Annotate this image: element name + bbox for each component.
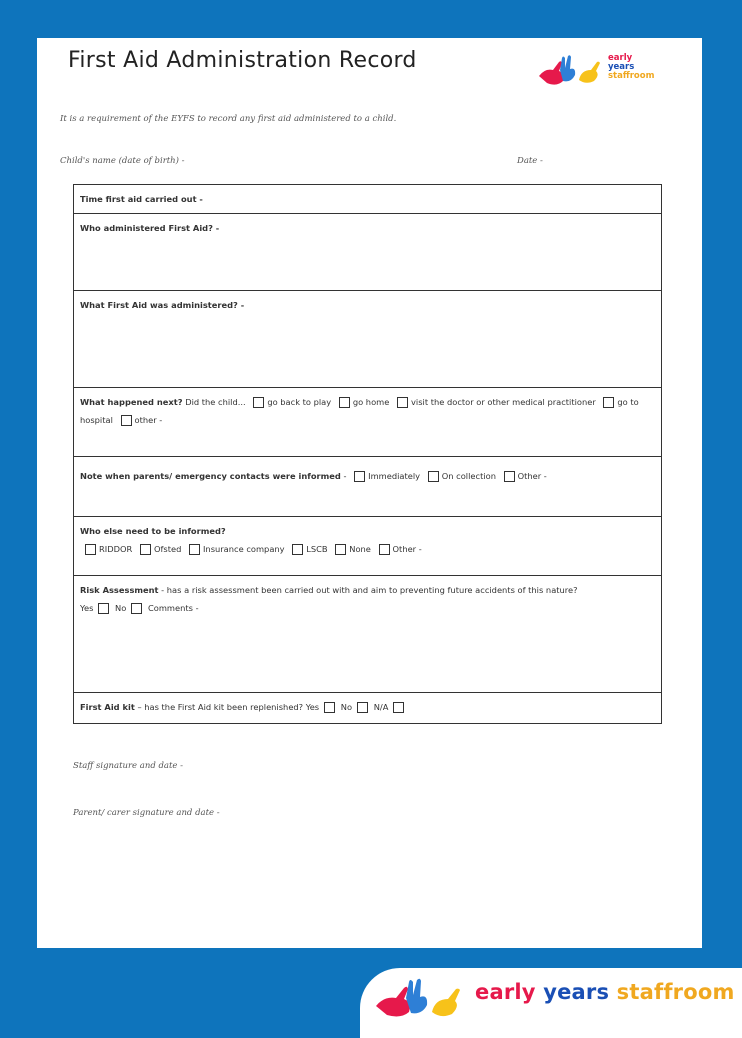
early-years-logo	[535, 50, 665, 94]
row-parents-informed: Note when parents/ emergency contacts were informed - Immediately On collection Other -	[74, 457, 661, 517]
record-table	[73, 184, 662, 724]
checkbox-kit-no[interactable]	[357, 702, 368, 713]
checkbox-risk-yes[interactable]	[98, 603, 109, 614]
checkbox-riddor[interactable]	[85, 544, 96, 555]
row-first-aid-kit: First Aid kit – has the First Aid kit been replenished? Yes No N/A	[74, 693, 661, 723]
hands-icon	[535, 50, 605, 90]
footer-brand-logo	[360, 968, 742, 1038]
row-time[interactable]: Time first aid carried out -	[74, 185, 661, 214]
checkbox-kit-na[interactable]	[393, 702, 404, 713]
intro-text: It is a requirement of the EYFS to record any first aid administered to a child.	[60, 114, 397, 124]
row-who-else: Who else need to be informed? RIDDOR Ofsted Insurance company LSCB None Other -	[74, 517, 661, 576]
checkbox-immediately[interactable]	[354, 471, 365, 482]
row-what-administered[interactable]: What First Aid was administered? -	[74, 291, 661, 388]
checkbox-hospital[interactable]	[603, 397, 614, 408]
date-label: Date -	[517, 156, 543, 166]
checkbox-ofsted[interactable]	[140, 544, 151, 555]
checkbox-none[interactable]	[335, 544, 346, 555]
row-risk-assessment: Risk Assessment - has a risk assessment been carried out with and aim to preventing future accidents of this nature? Yes No Comments -	[74, 576, 661, 693]
checkbox-go-home[interactable]	[339, 397, 350, 408]
checkbox-on-collection[interactable]	[428, 471, 439, 482]
staff-signature-label: Staff signature and date -	[73, 761, 183, 771]
parent-signature-label: Parent/ carer signature and date -	[73, 808, 220, 818]
row-who-administered[interactable]: Who administered First Aid? -	[74, 214, 661, 291]
logo-words: early years staffroom	[608, 53, 655, 81]
checkbox-lscb[interactable]	[292, 544, 303, 555]
checkbox-other-happened[interactable]	[121, 415, 132, 426]
checkbox-risk-no[interactable]	[131, 603, 142, 614]
brand-text: early years staffroom	[475, 980, 735, 1004]
page-title: First Aid Administration Record	[68, 48, 417, 73]
row-what-happened: What happened next? Did the child... go back to play go home visit the doctor or other medical practitioner go to hospital other -	[74, 388, 661, 457]
checkbox-insurance[interactable]	[189, 544, 200, 555]
checkbox-visit-doctor[interactable]	[397, 397, 408, 408]
checkbox-other-informed[interactable]	[504, 471, 515, 482]
form-sheet	[37, 38, 702, 948]
hands-icon	[370, 974, 470, 1024]
child-name-label: Child's name (date of birth) -	[60, 156, 185, 166]
checkbox-other-whoelse[interactable]	[379, 544, 390, 555]
checkbox-kit-yes[interactable]	[324, 702, 335, 713]
checkbox-back-to-play[interactable]	[253, 397, 264, 408]
